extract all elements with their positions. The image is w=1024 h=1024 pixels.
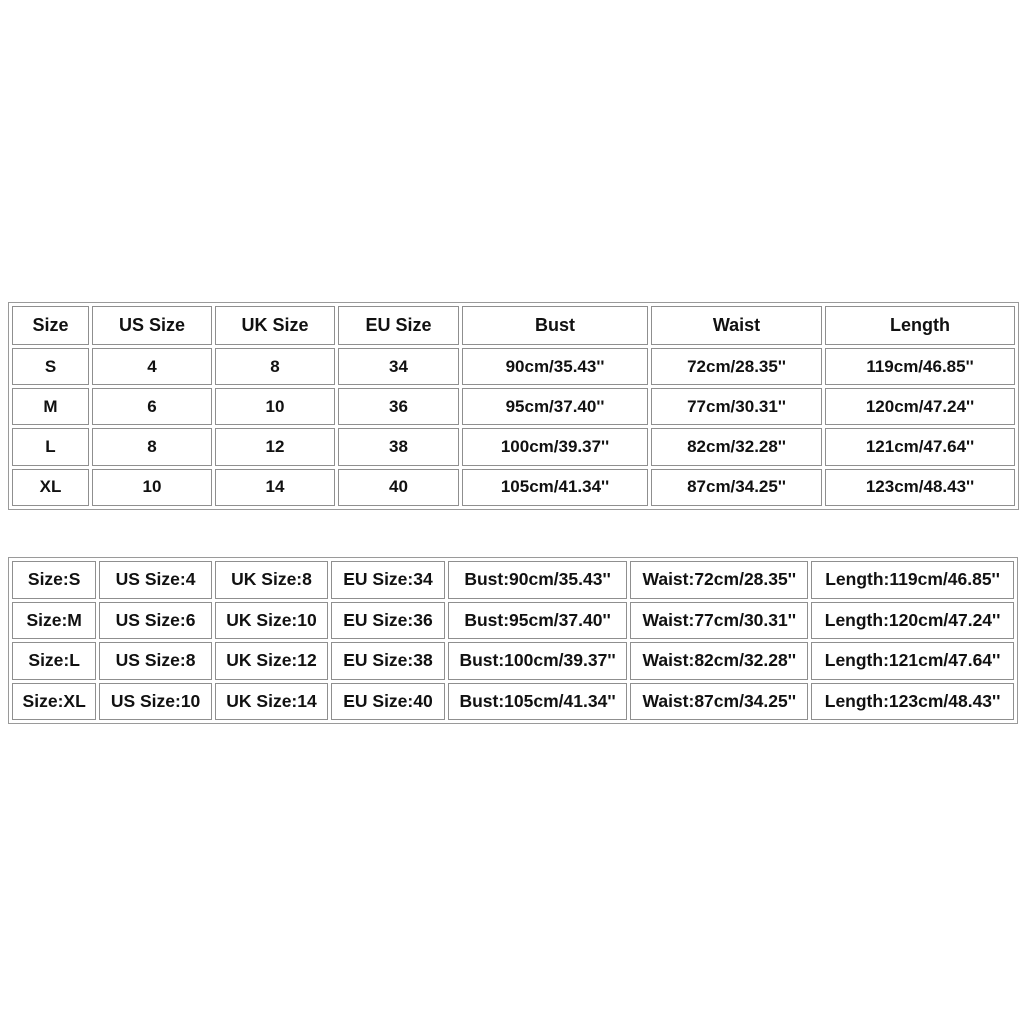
cell-eu-size: EU Size:38 — [331, 642, 444, 680]
cell-length: 123cm/48.43'' — [825, 469, 1015, 506]
cell-waist: 72cm/28.35'' — [651, 348, 822, 385]
cell-uk-size: 12 — [215, 428, 335, 465]
cell-bust: 90cm/35.43'' — [462, 348, 648, 385]
cell-waist: 87cm/34.25'' — [651, 469, 822, 506]
table-row — [12, 602, 1014, 640]
cell-size: M — [12, 388, 89, 425]
cell-eu-size: EU Size:34 — [331, 561, 444, 599]
cell-bust: Bust:100cm/39.37'' — [448, 642, 628, 680]
cell-uk-size: 8 — [215, 348, 335, 385]
header-us-size: US Size — [92, 306, 212, 345]
header-bust: Bust — [462, 306, 648, 345]
cell-size: XL — [12, 469, 89, 506]
cell-uk-size: 14 — [215, 469, 335, 506]
cell-eu-size: EU Size:40 — [331, 683, 444, 721]
table-row — [12, 348, 1015, 385]
header-uk-size: UK Size — [215, 306, 335, 345]
cell-us-size: US Size:10 — [99, 683, 211, 721]
cell-bust: Bust:105cm/41.34'' — [448, 683, 628, 721]
table-row — [12, 561, 1014, 599]
cell-eu-size: 40 — [338, 469, 459, 506]
cell-eu-size: 38 — [338, 428, 459, 465]
cell-size: Size:M — [12, 602, 96, 640]
header-eu-size: EU Size — [338, 306, 459, 345]
cell-bust: 105cm/41.34'' — [462, 469, 648, 506]
cell-length: Length:123cm/48.43'' — [811, 683, 1014, 721]
cell-length: Length:119cm/46.85'' — [811, 561, 1014, 599]
cell-us-size: 4 — [92, 348, 212, 385]
header-waist: Waist — [651, 306, 822, 345]
size-chart-table-inline — [8, 557, 1018, 724]
cell-us-size: 10 — [92, 469, 212, 506]
cell-waist: Waist:77cm/30.31'' — [630, 602, 808, 640]
cell-uk-size: UK Size:12 — [215, 642, 328, 680]
table-row — [12, 683, 1014, 721]
cell-uk-size: 10 — [215, 388, 335, 425]
cell-uk-size: UK Size:10 — [215, 602, 328, 640]
cell-us-size: US Size:6 — [99, 602, 211, 640]
header-size: Size — [12, 306, 89, 345]
cell-length: 121cm/47.64'' — [825, 428, 1015, 465]
cell-waist: 77cm/30.31'' — [651, 388, 822, 425]
table-row — [12, 388, 1015, 425]
header-length: Length — [825, 306, 1015, 345]
cell-bust: Bust:90cm/35.43'' — [448, 561, 628, 599]
cell-bust: 100cm/39.37'' — [462, 428, 648, 465]
cell-size: L — [12, 428, 89, 465]
size-chart-table — [8, 302, 1019, 510]
cell-us-size: 8 — [92, 428, 212, 465]
cell-waist: Waist:82cm/32.28'' — [630, 642, 808, 680]
cell-length: 119cm/46.85'' — [825, 348, 1015, 385]
cell-us-size: 6 — [92, 388, 212, 425]
cell-waist: 82cm/32.28'' — [651, 428, 822, 465]
cell-size: Size:S — [12, 561, 96, 599]
cell-uk-size: UK Size:14 — [215, 683, 328, 721]
cell-eu-size: 36 — [338, 388, 459, 425]
cell-length: Length:121cm/47.64'' — [811, 642, 1014, 680]
cell-length: Length:120cm/47.24'' — [811, 602, 1014, 640]
cell-size: S — [12, 348, 89, 385]
cell-uk-size: UK Size:8 — [215, 561, 328, 599]
cell-bust: Bust:95cm/37.40'' — [448, 602, 628, 640]
cell-waist: Waist:72cm/28.35'' — [630, 561, 808, 599]
cell-us-size: US Size:8 — [99, 642, 211, 680]
table-row — [12, 642, 1014, 680]
cell-us-size: US Size:4 — [99, 561, 211, 599]
cell-size: Size:XL — [12, 683, 96, 721]
cell-size: Size:L — [12, 642, 96, 680]
table-row — [12, 428, 1015, 465]
cell-bust: 95cm/37.40'' — [462, 388, 648, 425]
table-row — [12, 469, 1015, 506]
cell-length: 120cm/47.24'' — [825, 388, 1015, 425]
cell-waist: Waist:87cm/34.25'' — [630, 683, 808, 721]
cell-eu-size: EU Size:36 — [331, 602, 444, 640]
cell-eu-size: 34 — [338, 348, 459, 385]
table-header-row — [12, 306, 1015, 345]
